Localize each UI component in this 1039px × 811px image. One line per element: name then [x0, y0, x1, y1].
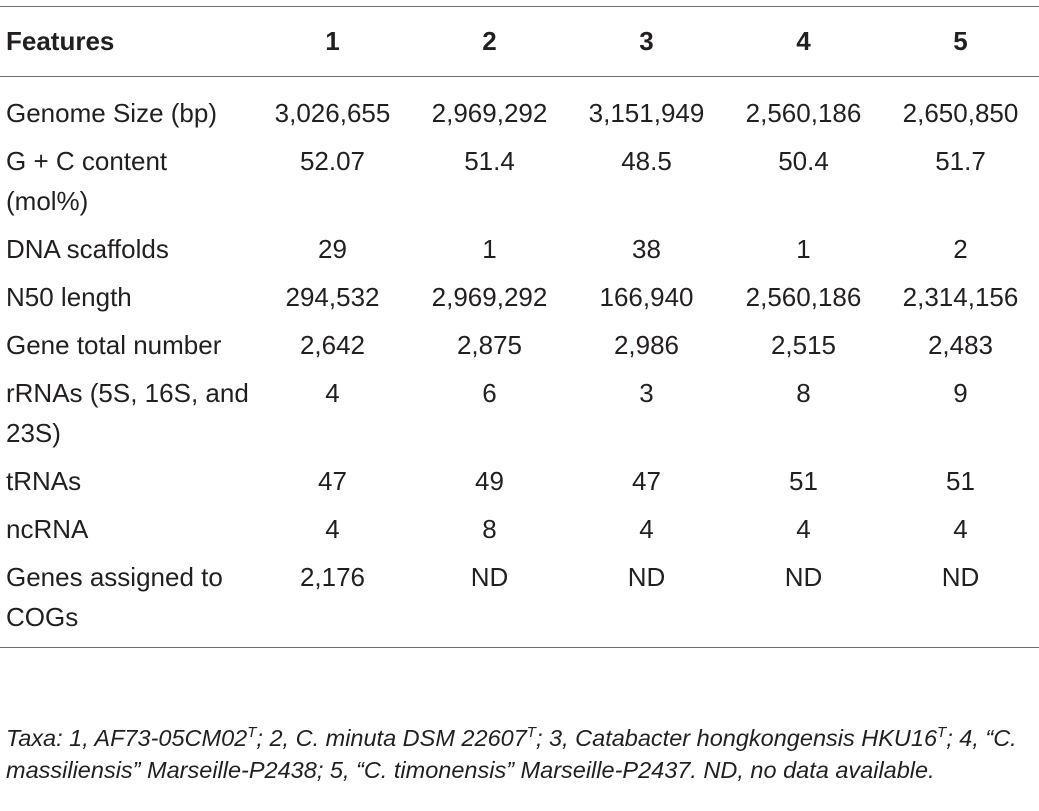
table-cell: 2,483: [927, 330, 994, 360]
table-cell: 4: [796, 514, 811, 544]
table-cell: 51: [789, 466, 818, 496]
header-taxon-1: 1: [325, 26, 340, 56]
table-cell: 2,560,186: [745, 282, 862, 312]
table-cell: 4: [953, 514, 968, 544]
footnote-text-4: ; 4, “C. massiliensis” Marseille-P2438; 5, “C. timonensis” Marseille-P2437. ND, no data available.: [6, 724, 1017, 783]
table-cell: 2,969,292: [431, 282, 548, 312]
table-cell: 294,532: [285, 282, 380, 312]
table-cell: ND: [941, 562, 980, 592]
table-cell: 1: [482, 234, 497, 264]
table-cell: 51: [946, 466, 975, 496]
footnote-superscript: T: [937, 723, 947, 741]
table-row: [0, 273, 1039, 321]
row-label: N50 length: [6, 282, 132, 312]
header-taxon-2: 2: [482, 26, 497, 56]
table-cell: 3: [639, 378, 654, 408]
table-cell: 3,026,655: [274, 98, 391, 128]
table-cell: 2,875: [456, 330, 523, 360]
row-label: ncRNA: [6, 514, 89, 544]
table-cell: 47: [318, 466, 347, 496]
row-label: Gene total number: [6, 330, 222, 360]
header-features: Features: [6, 26, 115, 56]
table-cell: 51.7: [935, 146, 986, 176]
table-row: [0, 457, 1039, 505]
table-cell: 52.07: [299, 146, 366, 176]
table-cell: 49: [475, 466, 504, 496]
table-cell: 8: [482, 514, 497, 544]
table-cell: 29: [318, 234, 347, 264]
header-taxon-3: 3: [639, 26, 654, 56]
header-taxon-4: 4: [796, 26, 811, 56]
row-label: rRNAs (5S, 16S, and 23S): [6, 378, 249, 448]
data-table-container: [0, 6, 1039, 648]
table-body: [0, 77, 1039, 648]
table-cell: 4: [639, 514, 654, 544]
table-row: [0, 553, 1039, 648]
table-cell: 3,151,949: [588, 98, 705, 128]
table-cell: 4: [325, 378, 340, 408]
footnote-text-3: ; 3, Catabacter hongkongensis HKU16: [535, 724, 938, 751]
table-row: [0, 321, 1039, 369]
table-header: [0, 7, 1039, 77]
row-label: G + C content (mol%): [6, 146, 168, 216]
table-cell: 8: [796, 378, 811, 408]
row-label: tRNAs: [6, 466, 82, 496]
table-row: [0, 369, 1039, 457]
table-cell: ND: [470, 562, 509, 592]
table-cell: 2,314,156: [902, 282, 1019, 312]
table-row: [0, 137, 1039, 225]
table-cell: 50.4: [778, 146, 829, 176]
table-cell: ND: [784, 562, 823, 592]
table-cell: 9: [953, 378, 968, 408]
table-row: [0, 77, 1039, 138]
table-cell: ND: [627, 562, 666, 592]
table-cell: 1: [796, 234, 811, 264]
table-cell: 2,560,186: [745, 98, 862, 128]
table-cell: 2,969,292: [431, 98, 548, 128]
footnote-text-2: ; 2, C. minuta DSM 22607: [256, 724, 527, 751]
row-label: Genome Size (bp): [6, 98, 217, 128]
table-cell: 166,940: [599, 282, 694, 312]
table-cell: 2,176: [299, 562, 366, 592]
table-cell: 2,650,850: [902, 98, 1019, 128]
table-cell: 48.5: [621, 146, 672, 176]
row-label: Genes assigned to COGs: [6, 562, 223, 632]
genome-features-table: [0, 6, 1039, 648]
table-row: [0, 505, 1039, 553]
table-cell: 2,515: [770, 330, 837, 360]
row-label: DNA scaffolds: [6, 234, 169, 264]
footnote-superscript: T: [526, 723, 536, 741]
footnote-text-1: Taxa: 1, AF73-05CM02: [6, 724, 248, 751]
table-cell: 2,642: [299, 330, 366, 360]
header-row: [0, 7, 1039, 77]
table-cell: 47: [632, 466, 661, 496]
table-row: [0, 225, 1039, 273]
table-cell: 4: [325, 514, 340, 544]
table-footnote: [6, 722, 1036, 786]
table-cell: 38: [632, 234, 661, 264]
table-cell: 6: [482, 378, 497, 408]
footnote-superscript: T: [247, 723, 257, 741]
table-cell: 2,986: [613, 330, 680, 360]
table-cell: 51.4: [464, 146, 515, 176]
table-cell: 2: [953, 234, 968, 264]
header-taxon-5: 5: [953, 26, 968, 56]
